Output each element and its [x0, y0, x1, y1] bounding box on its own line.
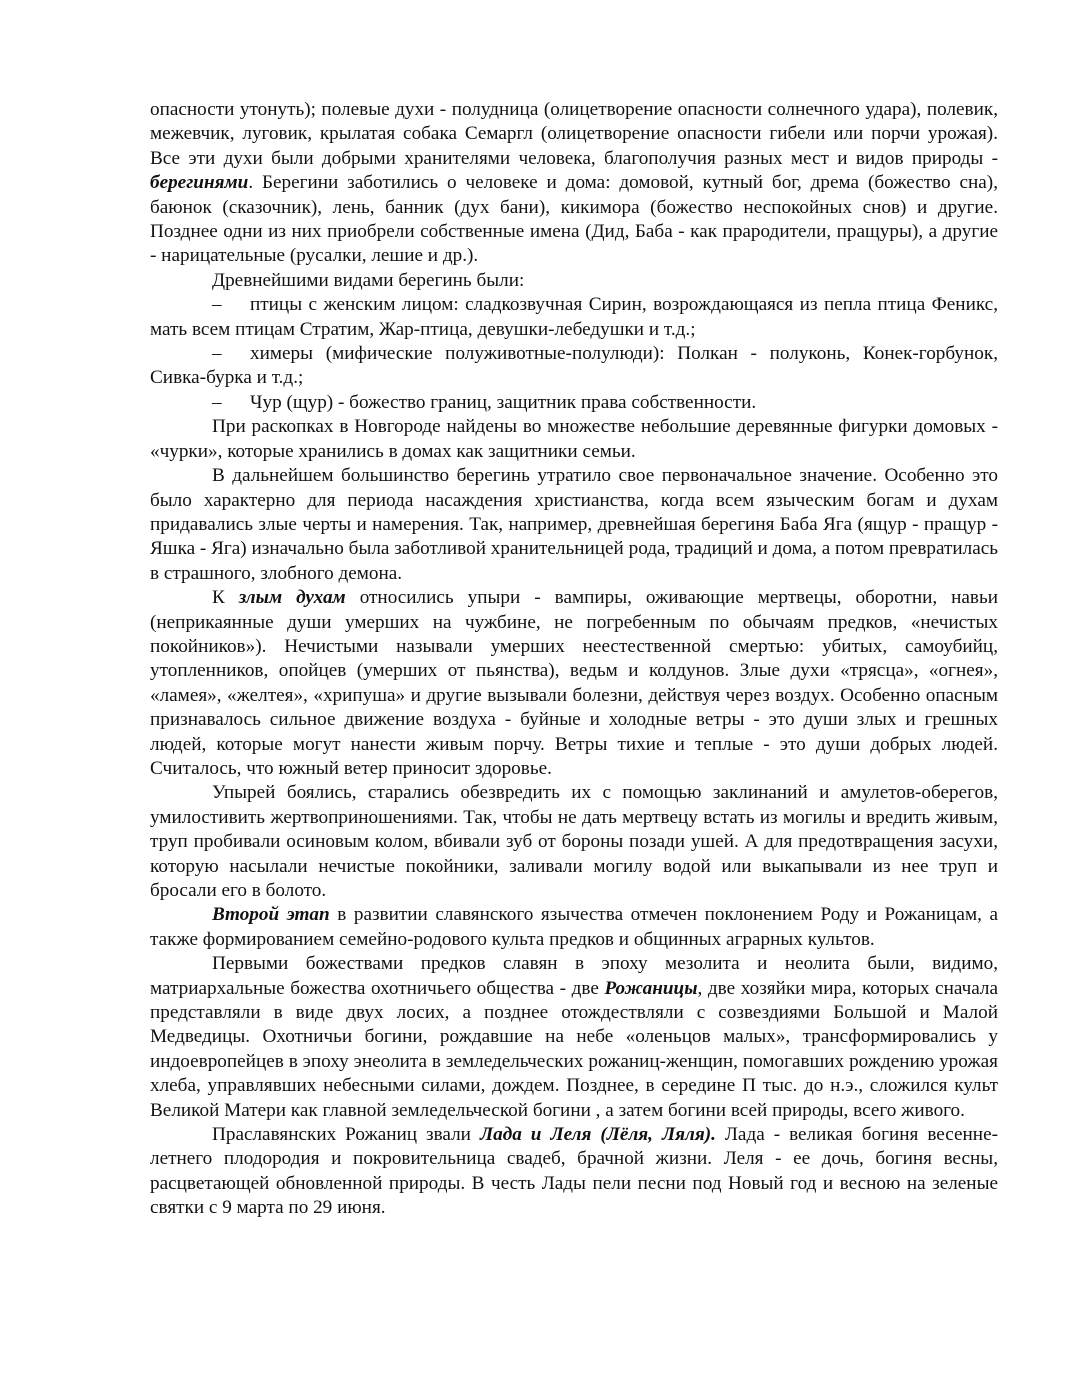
paragraph-evil-spirits	[150, 586, 998, 781]
paragraph-upyri: Упырей боялись, старались обезвредить их с помощью заклинаний и амулетов-оберегов, умилостивить жертвоприношениями. Так, чтобы не дать мертвецу встать из могилы и вредить живым, труп пробивали осиновым колом, вбивали зуб от бороны позади ушей. А для предотвращения засухи, которую насылали нечистые покойники, заливали могилу водой или выкапывали из нее труп и бросали его в болото.	[150, 782, 998, 901]
paragraph-spirits	[150, 98, 998, 269]
paragraph-lada-lelya-text-a: Праславянских Рожаниц звали	[212, 1124, 480, 1146]
paragraph-lada-lelya	[150, 1123, 998, 1221]
paragraph-lada-lelya-text-c: Лада - великая богиня весенне-летнего плодородия и покровительница свадеб, брачной жизни. Леля - ее дочь, богиня весны, расцветающей обновленной природы. В честь Лады пели песни под Новый год и весною на зеленые святки с 9 марта по 29 июня.	[150, 1124, 998, 1219]
list-item	[150, 391, 998, 415]
paragraph-novgorod: При раскопках в Новгороде найдены во множестве небольшие деревянные фигурки домовых - «чурки», которые хранились в домах как защитники семьи.	[150, 416, 998, 462]
paragraph-rozhanitsy-text-c: , две хозяйки мира, которых сначала представляли в виде двух лосих, а позднее отождествляли с созвездиями Большой и Малой Медведицы. Охотничьи богини, рождавшие на небе «оленьцов малых», трансформировались у индоевропейцев в эпоху энеолита в земледельческих рожаниц-женщин, помогавших рождению урожая хлеба, управлявших небесными силами, дождем. Позднее, в середине П тыс. до н.э., сложился культ Великой Матери как главной земледельческой богини , а затем богини всей природы, всего живого.	[150, 977, 999, 1121]
list-dash: –	[212, 391, 222, 413]
list-item	[150, 293, 998, 342]
paragraph-second-stage-text: в развитии славянского язычества отмечен поклонением Роду и Рожаницам, а также формированием семейно-родового культа предков и общинных аграрных культов.	[150, 904, 998, 950]
paragraph-evil-spirits-text-c: относились упыри - вампиры, оживающие мертвецы, оборотни, навьи (неприкаянные души умерших на чужбине, не погребенным по обычаям предков, «нечистых покойников»). Нечистыми называли умерших неестественной смертью: убитых, самоубийц, утопленников, опойцев (умерших от пьянства), ведьм и колдунов. Злые духи «трясца», «огнея», «ламея», «желтея», «хрипуша» и другие вызывали болезни, действуя через воздух. Особенно опасным признавалось сильное движение воздуха - буйные и холодные ветры - это души злых и грешных людей, которые могут нанести живым порчу. Ветры тихие и теплые - это души добрых людей. Считалось, что южный ветер приносит здоровье.	[150, 587, 998, 779]
paragraph-second-stage	[150, 903, 998, 952]
paragraph-rozhanitsy	[150, 952, 998, 1123]
paragraph-spirits-text-a: опасности утонуть); полевые духи - полудница (олицетворение опасности солнечного удара), полевик, межевчик, луговик, крылатая собака Семаргл (олицетворение опасности гибели или порчи урожая). Все эти духи были добрыми хранителями человека, благополучия разных мест и видов природы -	[150, 99, 998, 169]
list-item	[150, 342, 998, 391]
paragraph-ancient-types: Древнейшими видами берегинь были:	[212, 269, 525, 291]
term-second-stage: Второй этап	[212, 904, 330, 926]
paragraph-spirits-text-c: . Берегини заботились о человеке и дома: домовой, кутный бог, дрема (божество сна), баюнок (сказочник), лень, банник (дух бани), кикимора (божество неспокойных снов) и другие. Позднее одни из них приобрели собственные имена (Дид, Баба - как прародители, пращуры), а другие - нарицательные (русалки, лешие и др.).	[150, 172, 998, 267]
document-page	[150, 98, 998, 1221]
term-bereginyami: берегинями	[150, 172, 249, 194]
list-dash: –	[212, 294, 222, 316]
paragraph-rozhanitsy-text-a: Первыми божествами предков славян в эпоху мезолита и неолита были, видимо, матриархальные божества охотничьего общества - две	[150, 953, 998, 999]
list-item-text: химеры (мифические полуживотные-полулюди): Полкан - полуконь, Конек-горбунок, Сивка-бурка и т.д.;	[150, 343, 998, 389]
paragraph-evil-spirits-text-a: К	[212, 587, 239, 609]
list-item-text: птицы с женским лицом: сладкозвучная Сирин, возрождающаяся из пепла птица Феникс, мать всем птицам Стратим, Жар-птица, девушки-лебедушки и т.д.;	[150, 294, 998, 340]
term-rozhanitsy: Рожаницы	[604, 977, 698, 999]
term-lada-lelya: Лада и Леля (Лёля, Ляля).	[479, 1124, 716, 1146]
paragraph-baba-yaga: В дальнейшем большинство берегинь утратило свое первоначальное значение. Особенно это было характерно для периода насаждения христианства, когда всем языческим богам и духам придавались злые черты и намерения. Так, например, древнейшая берегиня Баба Яга (ящур - пращур - Яшка - Яга) изначально была заботливой хранительницей рода, традиций и дома, а потом превратилась в страшного, злобного демона.	[150, 465, 998, 584]
term-evil-spirits: злым духам	[238, 587, 346, 609]
list-dash: –	[212, 343, 222, 365]
list-item-text: Чур (щур) - божество границ, защитник права собственности.	[250, 391, 757, 413]
